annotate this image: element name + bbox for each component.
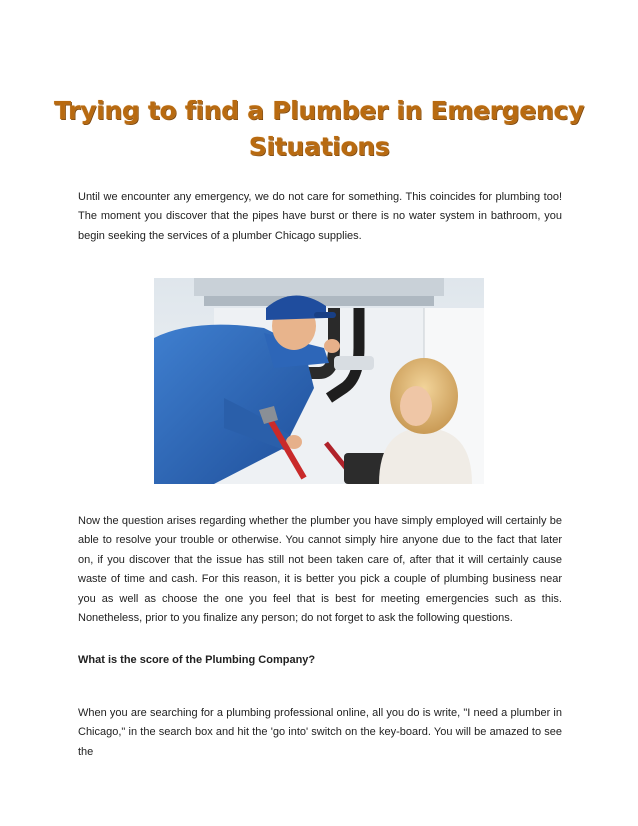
plumber-photo — [154, 278, 484, 484]
intro-paragraph: Until we encounter any emergency, we do not care for something. This coincides for plumbing too! The moment you discover that the pipes have burst or there is no water system in bathroom, you begin seeking the services of a plumber Chicago supplies. — [78, 191, 562, 242]
section-paragraph: When you are searching for a plumbing professional online, all you do is write, "I need a plumber in Chicago," in the search box and hit the 'go into' switch on the key-board. You will be amazed to see the — [78, 707, 562, 758]
body-paragraph: Now the question arises regarding whether the plumber you have simply employed will certainly be able to resolve your trouble or otherwise. You cannot simply hire anyone due to the fact that later on, if you discover that the issue has still not been taken care of, after that it will certainly cause waste of time and cash. For this reason, it is better you pick a couple of plumbing business near you as well as choose the one you feel that is best for meeting emergencies such as this. Nonetheless, prior to you finalize any person; do not forget to ask the following questions. — [78, 515, 562, 625]
section-heading: What is the score of the Plumbing Company? — [78, 654, 316, 666]
page-title: Trying to find a Plumber in Emergency Situations — [54, 95, 584, 161]
